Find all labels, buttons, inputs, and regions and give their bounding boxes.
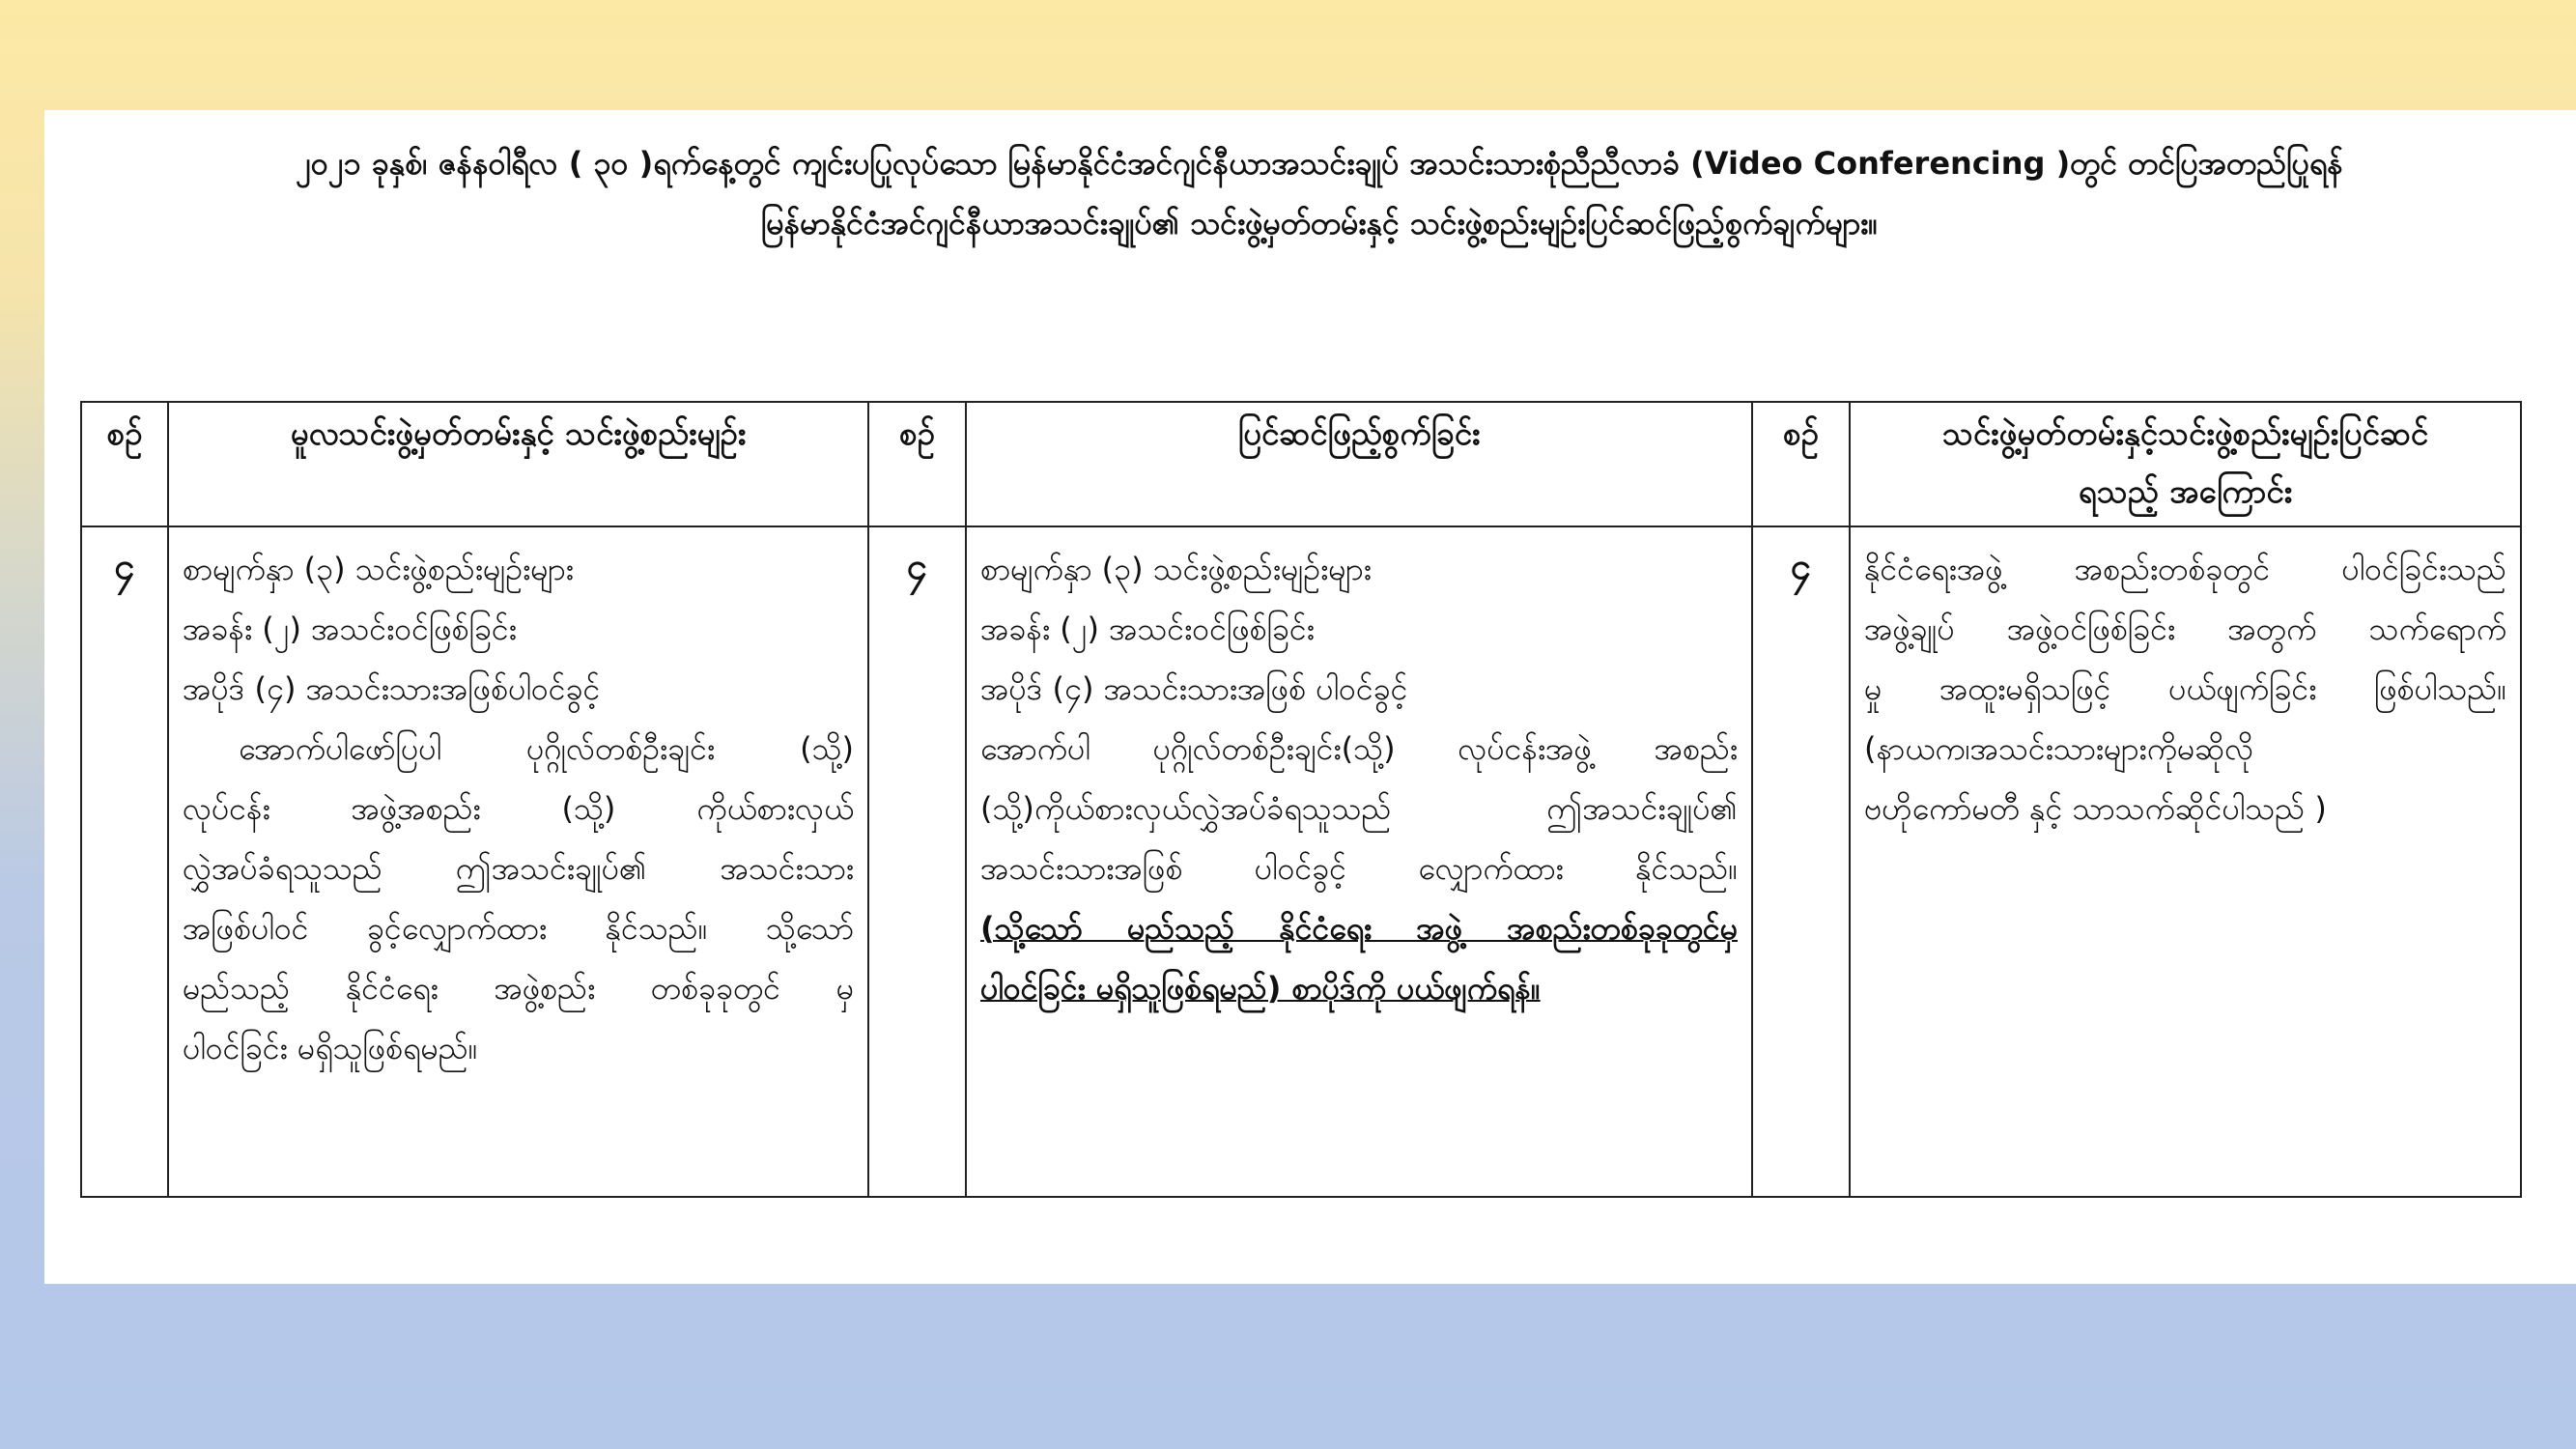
header-no-2: စဉ်: [868, 402, 966, 526]
row-number-1: ၄: [81, 526, 168, 1197]
reason-text-cell: [1850, 526, 2521, 1197]
amendment-table: [80, 401, 2522, 1198]
slide-sheet: [44, 110, 2576, 1284]
header-original: မူလသင်းဖွဲ့မှတ်တမ်းနှင့် သင်းဖွဲ့စည်းမျဉ်း: [168, 402, 868, 526]
amendment-text-cell: [966, 526, 1752, 1197]
original-line: ပါဝင်ခြင်း မရှိသူဖြစ်ရမည်။: [183, 1030, 478, 1066]
heading-line-1: ၂၀၂၁ ခုနှစ်၊ ဇန်နဝါရီလ ( ၃၀ )ရက်နေ့တွင် ကျင်းပပြုလုပ်သော မြန်မာနိုင်ငံအင်ဂျင်နီယာအသင်းချုပ် အသင်းသားစုံညီညီလာခံ (Video Conferencing )တွင် တင်ပြအတည်ပြုရန်: [296, 145, 2343, 182]
amendment-line: အပိုဒ် (၄) အသင်းသားအဖြစ် ပါဝင်ခွင့်: [980, 670, 1408, 707]
deleted-clause-line: ပါဝင်ခြင်း မရှိသူဖြစ်ရမည်) စာပိုဒ်ကို ပယ်ဖျက်ရန်။: [980, 970, 1541, 1007]
header-reason-line-2: ရသည့် အကြောင်း: [2078, 472, 2293, 510]
header-no-3: စဉ်: [1752, 402, 1850, 526]
table-header-row: [81, 402, 2521, 526]
table-row: [81, 526, 2521, 1197]
deleted-clause-line: (သို့သော် မည်သည့် နိုင်ငံရေး အဖွဲ့ အစည်းတစ်ခုခုတွင်မှ: [980, 910, 1738, 947]
header-amendment: ပြင်ဆင်ဖြည့်စွက်ခြင်း: [966, 402, 1752, 526]
reason-line: မှု အထူးမရှိသဖြင့် ပယ်ဖျက်ခြင်း ဖြစ်ပါသည်။: [1864, 670, 2506, 707]
original-line: လုပ်ငန်း အဖွဲ့အစည်း (သို့) ကိုယ်စားလှယ်: [183, 790, 854, 827]
heading-line-2: မြန်မာနိုင်ငံအင်ဂျင်နီယာအသင်းချုပ်၏ သင်းဖွဲ့မှတ်တမ်းနှင့် သင်းဖွဲ့စည်းမျဉ်းပြင်ဆင်ဖြည့်စွက်ချက်များ။: [761, 205, 1878, 242]
original-line: မည်သည့် နိုင်ငံရေး အဖွဲ့စည်း တစ်ခုခုတွင် မှ: [183, 970, 854, 1007]
amendment-line: အောက်ပါ ပုဂ္ဂိုလ်တစ်ဦးချင်း(သို့) လုပ်ငန်းအဖွဲ့ အစည်း: [980, 730, 1738, 767]
row-number-2: ၄: [868, 526, 966, 1197]
original-line: အခန်း (၂) အသင်းဝင်ဖြစ်ခြင်း: [183, 611, 517, 647]
row-number-3: ၄: [1752, 526, 1850, 1197]
original-line: စာမျက်နှာ (၃) သင်းဖွဲ့စည်းမျဉ်းများ: [183, 551, 574, 587]
reason-line: နိုင်ငံရေးအဖွဲ့ အစည်းတစ်ခုတွင် ပါဝင်ခြင်းသည်: [1864, 551, 2506, 587]
header-reason: [1850, 402, 2521, 526]
reason-line: ဗဟိုကော်မတီ နှင့် သာသက်ဆိုင်ပါသည် ): [1864, 790, 2327, 827]
header-no-1: စဉ်: [81, 402, 168, 526]
amendment-line: အသင်းသားအဖြစ် ပါဝင်ခွင့် လျှောက်ထား နိုင်သည်။: [980, 850, 1738, 887]
original-line: အဖြစ်ပါဝင် ခွင့်လျှောက်ထား နိုင်သည်။ သို့သော်: [183, 910, 854, 947]
reason-line: (နာယက၊အသင်းသားများကိုမဆိုလို: [1864, 730, 2254, 767]
amendment-line: (သို့)ကိုယ်စားလှယ်လွှဲအပ်ခံရသူသည် ဤအသင်းချုပ်၏: [980, 790, 1738, 827]
amendment-line: စာမျက်နှာ (၃) သင်းဖွဲ့စည်းမျဉ်းများ: [980, 551, 1372, 587]
amendment-line: အခန်း (၂) အသင်းဝင်ဖြစ်ခြင်း: [980, 611, 1315, 647]
header-reason-line-1: သင်းဖွဲ့မှတ်တမ်းနှင့်သင်းဖွဲ့စည်းမျဉ်းပြင်ဆင်: [1941, 414, 2429, 452]
original-line: အောက်ပါဖော်ပြပါ ပုဂ္ဂိုလ်တစ်ဦးချင်း (သို့): [239, 730, 854, 767]
original-line: အပိုဒ် (၄) အသင်းသားအဖြစ်ပါဝင်ခွင့်: [183, 670, 601, 707]
reason-line: အဖွဲ့ချုပ် အဖွဲ့ဝင်ဖြစ်ခြင်း အတွက် သက်ရောက်: [1864, 611, 2506, 647]
document-heading: [122, 133, 2517, 253]
original-text-cell: [168, 526, 868, 1197]
original-line: လွှဲအပ်ခံရသူသည် ဤအသင်းချုပ်၏ အသင်းသား: [183, 850, 854, 887]
